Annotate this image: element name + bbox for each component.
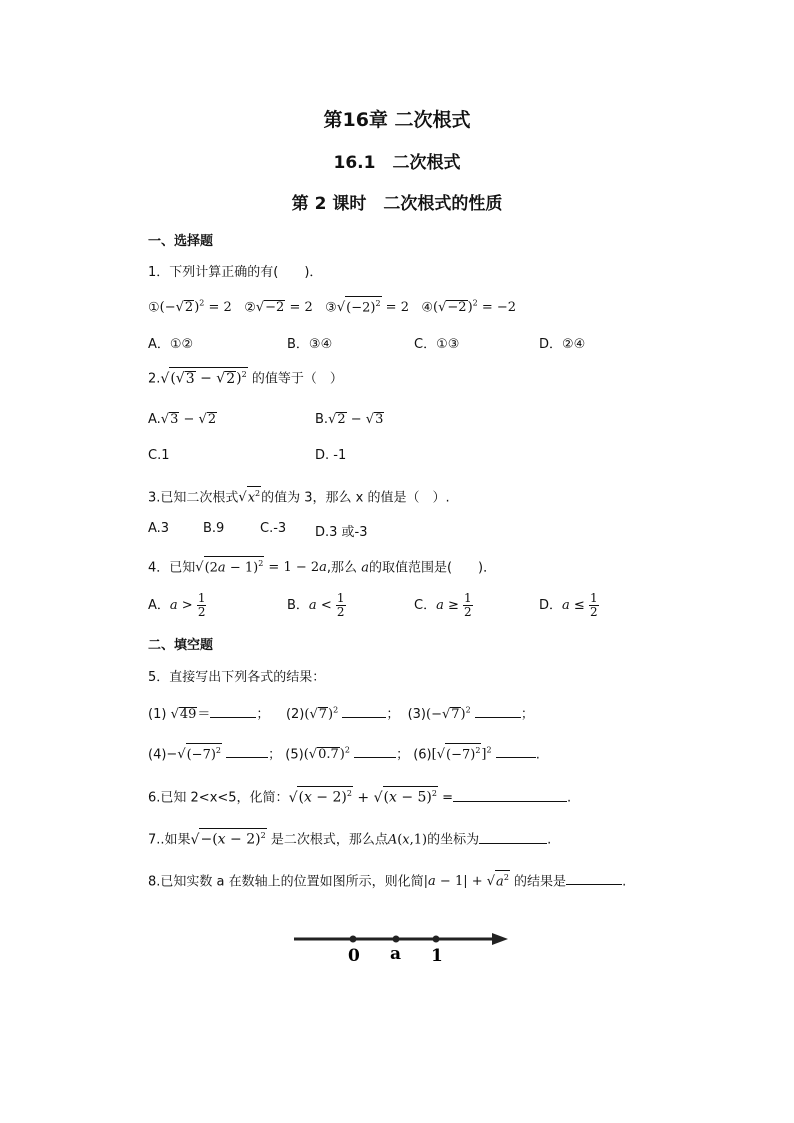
q1-s2-label: ② bbox=[244, 300, 256, 316]
q1-option-a: A．①② bbox=[148, 337, 194, 352]
q4-option-c: C．a ≥ $\frac{1}{2}$ bbox=[414, 591, 472, 619]
q4-option-b: B．a < $\frac{1}{2}$ bbox=[287, 591, 345, 619]
q2-option-b: B.√2 − √3 bbox=[315, 412, 384, 427]
q5-stem: 5．直接写出下列各式的结果： bbox=[148, 670, 326, 685]
q3-option-d: D.3 或-3 bbox=[315, 525, 368, 540]
q5-row1: (1) √49＝ ； $(2)(√7)^2$ ； $(3)(-√7)^2$ ； bbox=[148, 705, 534, 722]
q4-option-a: A．a > $\frac{1}{2}$ bbox=[148, 591, 206, 619]
number-line-label-a: a bbox=[390, 944, 402, 964]
q1-option-b: B．③④ bbox=[287, 337, 333, 352]
q2-option-a: A.√3 − √2 bbox=[148, 412, 217, 427]
q2-stem-tail: 的值等于（ ） bbox=[251, 371, 343, 387]
q1-statements: $①(-√2)^2 = 2$ ②√−2 = 2 $③√(-2)^2 = 2$ $④(√-2)^2 = -2$ bbox=[148, 296, 516, 315]
q1-s3-label: ③ bbox=[325, 300, 337, 316]
number-line bbox=[290, 925, 515, 980]
q5-row2: $(4)-√(-7)^2$ ； $(5)(√0.7)^2$ ； $(6)[√(-7)^2]^2$ . bbox=[148, 743, 540, 762]
q2-option-d: D. -1 bbox=[315, 448, 347, 463]
q1-option-d: D．②④ bbox=[539, 337, 586, 352]
q4-option-d: D．a ≤ $\frac{1}{2}$ bbox=[539, 591, 598, 619]
q6-stem: 6.已知 2<x<5，化简：$√(x - 2)^2 + √(x - 5)^2$ = . bbox=[148, 786, 571, 806]
lesson-title: 第 2 课时 二次根式的性质 bbox=[291, 194, 503, 214]
q3-option-a: A.3 bbox=[148, 521, 170, 536]
number-line-label-1: 1 bbox=[431, 946, 443, 966]
q1-s4-label: ④ bbox=[421, 300, 434, 316]
q8-stem: 8.已知实数 a 在数轴上的位置如图所示，则化简$|a - 1| + √a^2$ 的结果是 . bbox=[148, 870, 626, 889]
number-line-label-0: 0 bbox=[348, 946, 360, 966]
section-title: 16.1 二次根式 bbox=[333, 153, 461, 173]
q3-stem: 3.已知二次根式$√x^2$的值为 3，那么 x 的值是（ ）. bbox=[148, 486, 450, 505]
part1-heading: 一、选择题 bbox=[148, 234, 214, 249]
number-line-point-0 bbox=[350, 936, 357, 943]
q1-stem: 1．下列计算正确的有( )． bbox=[148, 265, 323, 280]
q2-option-c: C.1 bbox=[148, 448, 170, 463]
q1-s1-label: ① bbox=[148, 300, 160, 316]
q7-stem: 7..如果$√-(x - 2)^2$ 是二次根式，那么点A(x,1)的坐标为 . bbox=[148, 828, 551, 848]
number-line-arrow bbox=[492, 933, 508, 945]
q3-option-c: C.-3 bbox=[260, 521, 287, 536]
q1-option-c: C．①③ bbox=[414, 337, 460, 352]
q2-num: 2. bbox=[148, 371, 161, 387]
q3-option-b: B.9 bbox=[203, 521, 225, 536]
number-line-point-1 bbox=[433, 936, 440, 943]
q4-stem: 4．已知$√(2a - 1)^2 = 1 - 2a$,那么 a的取值范围是( )． bbox=[148, 556, 496, 575]
q2-stem: $2.√(√3 - √2)^2$ 的值等于（ ） bbox=[148, 367, 343, 387]
number-line-point-a bbox=[393, 936, 400, 943]
part2-heading: 二、填空题 bbox=[148, 638, 214, 653]
chapter-title: 第16章 二次根式 bbox=[323, 109, 471, 131]
